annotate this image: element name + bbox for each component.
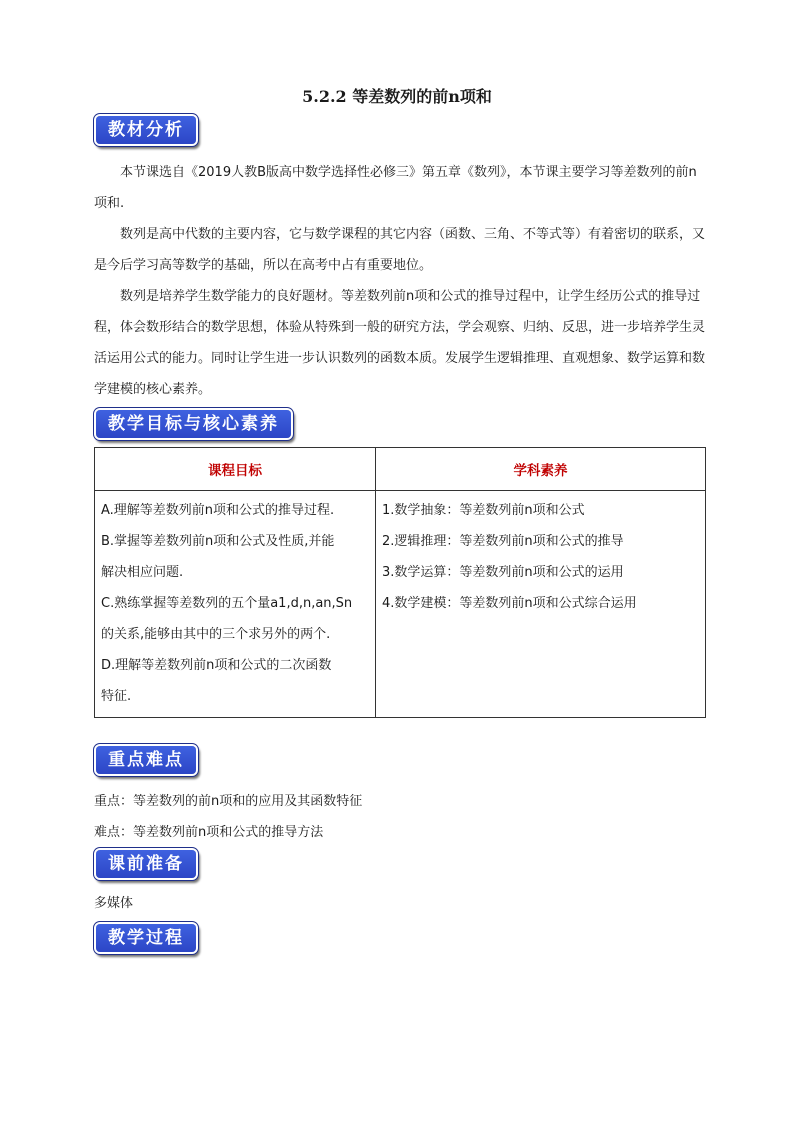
goal-line: B.掌握等差数列前n项和公式及性质,并能: [101, 534, 335, 549]
header-core-literacy: 学科素养: [376, 448, 706, 491]
goals-table: [94, 447, 706, 718]
literacy-line: 4.数学建模：等差数列前n项和公式综合运用: [382, 596, 637, 611]
literacy-line: 1.数学抽象：等差数列前n项和公式: [382, 503, 585, 518]
core-literacy-cell: [376, 491, 706, 718]
section-badge-process: 教学过程: [96, 924, 196, 952]
goal-line: 解决相应问题.: [101, 565, 184, 580]
goal-line: 的关系,能够由其中的三个求另外的两个.: [101, 627, 331, 642]
course-goals-cell: [95, 491, 376, 718]
analysis-paragraph-1: 本节课选自《2019人教B版高中数学选择性必修三》第五章《数列》，本节课主要学习等差数列的前n项和.: [94, 165, 697, 211]
difficulty-text: 难点：等差数列前n项和公式的推导方法: [94, 825, 324, 840]
literacy-line: 3.数学运算：等差数列前n项和公式的运用: [382, 565, 624, 580]
preparation-text: 多媒体: [94, 896, 134, 911]
goal-line: 特征.: [101, 689, 132, 704]
goal-line: C.熟练掌握等差数列的五个量a1,d,n,an,Sn: [101, 596, 353, 611]
table-header-row: [95, 448, 706, 491]
key-point-text: 重点：等差数列的前n项和的应用及其函数特征: [94, 794, 363, 809]
section-badge-key-points: 重点难点: [96, 746, 196, 774]
analysis-paragraph-2: 数列是高中代数的主要内容，它与数学课程的其它内容（函数、三角、不等式等）有着密切的联系，又是今后学习高等数学的基础，所以在高考中占有重要地位。: [94, 227, 706, 273]
goal-line: D.理解等差数列前n项和公式的二次函数: [101, 658, 332, 673]
literacy-line: 2.逻辑推理：等差数列前n项和公式的推导: [382, 534, 624, 549]
goal-line: A.理解等差数列前n项和公式的推导过程.: [101, 503, 335, 518]
table-row: [95, 491, 706, 718]
section-badge-analysis: 教材分析: [96, 116, 196, 144]
analysis-paragraph-3: 数列是培养学生数学能力的良好题材。等差数列前n项和公式的推导过程中，让学生经历公式的推导过程，体会数形结合的数学思想，体验从特殊到一般的研究方法，学会观察、归纳、反思，进一步培养学生灵活运用公式的能力。同时让学生进一步认识数列的函数本质。发展学生逻辑推理、直观想象、数学运算和数学建模的核心素养。: [94, 289, 706, 397]
section-badge-preparation: 课前准备: [96, 850, 196, 878]
section-badge-goals: 教学目标与核心素养: [96, 410, 291, 438]
header-course-goals: 课程目标: [95, 448, 376, 491]
page-title: 5.2.2 等差数列的前n项和: [302, 87, 492, 106]
